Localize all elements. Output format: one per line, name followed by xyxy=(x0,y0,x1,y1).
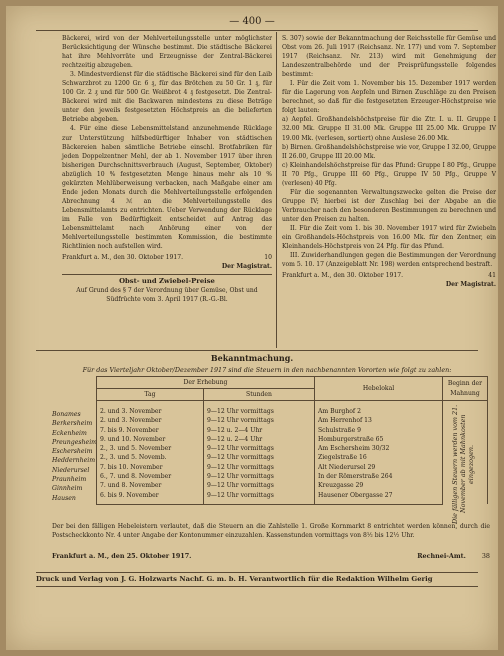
left-signoff-authority: Der Magistrat. xyxy=(221,263,272,271)
town-name: Ginnheim xyxy=(52,485,83,493)
section-subtitle: Auf Grund des § 7 der Verordnung über Gemüse, Obst und Südfrüchte vom 3. April 1917 (R.-G.-Bl. xyxy=(76,287,258,304)
cell-stunden: 9—12 Uhr vormittags xyxy=(204,472,315,481)
left-signoff-authority-row xyxy=(62,262,272,271)
cell-stunden: 9—12 Uhr vormittags xyxy=(204,453,315,462)
cell-tag: 6., 7. und 8. November xyxy=(97,472,204,481)
town-list xyxy=(52,410,97,503)
right-paragraph-6: Für die sogenannten Verwaltungszwecke gelten die Preise der Gruppe IV; hierbei ist der Zuschlag bei der Abgabe an die Verbraucher nach den besonderen Bestimmungen zu berechnen und unter den Preisen zu halten. xyxy=(282,188,496,223)
tax-schedule-table xyxy=(96,376,488,524)
notice-signoff-row xyxy=(52,552,490,560)
notice-bottom-text: Der bei den fälligen Hebeleistern verlautet, daß die Steuern an die Zahlstelle 1. Große Kornmarkt 8 entrichtet werden können, durch die Postscheckkonto Nr. 4 unter Angabe der Kontonummer einzuzahlen. Kassenstunden vormittags von 8½ bis 12½ Uhr. xyxy=(52,523,490,539)
town-name: Preungesheim xyxy=(52,438,98,446)
table-row xyxy=(97,491,488,505)
left-signoff-number: 10 xyxy=(264,254,272,262)
notice-authority: Rechnei-Amt. xyxy=(417,552,466,560)
table-group-header: Der Erhebung xyxy=(97,377,315,389)
cell-hebelokal: Kreuzgasse 29 xyxy=(315,481,443,490)
top-divider xyxy=(36,30,478,31)
cell-hebelokal: Homburgerstraße 65 xyxy=(315,435,443,444)
table-header-mahnung: Beginn der Mahnung xyxy=(443,377,488,401)
right-signoff-number: 41 xyxy=(488,272,496,280)
right-signoff-row xyxy=(282,271,496,280)
town-name: Bonames xyxy=(52,411,81,418)
table-row xyxy=(97,463,488,472)
town-name: Eckenheim xyxy=(52,429,87,437)
cell-tag: 2. und 3. November xyxy=(97,401,204,417)
right-paragraph-7: II. Für die Zeit vom 1. bis 30. November 1917 wird für Zwiebeln ein Großhandels-Höchstpreis von 16.00 Mk. für den Zentner, ein Kleinhandels-Höchstpreis von 24 Pfg. für das Pfund. xyxy=(282,224,496,251)
town-name: Heddernheim xyxy=(52,457,96,465)
right-paragraph-5: c) Kleinhandelshöchstpreise für das Pfund: Gruppe I 80 Pfg., Gruppe II 70 Pfg., Gruppe III 60 Pfg., Gruppe IV 50 Pfg., Gruppe V (verlesen) 40 Pfg. xyxy=(282,161,496,187)
table-header-stunden: Stunden xyxy=(204,389,315,401)
cell-tag: 9. und 10. November xyxy=(97,435,204,444)
table-header-tag: Tag xyxy=(97,389,204,401)
notice-intro: Für das Vierteljahr Oktober/Dezember 1917 sind die Steuern in den nachbenannten Vororten wie folgt zu zahlen: xyxy=(82,366,452,374)
cell-hebelokal: Am Herrenhof 13 xyxy=(315,416,443,425)
town-name: Praunheim xyxy=(52,476,87,484)
cell-tag: 7. bis 9. November xyxy=(97,426,204,435)
cell-hebelokal: Am Eschersheim 30/32 xyxy=(315,444,443,453)
cell-hebelokal: Schulstraße 9 xyxy=(315,426,443,435)
footer-divider xyxy=(36,572,478,573)
notice-divider xyxy=(36,350,478,351)
mahnung-text: Die fälligen Steuern werden vom 21. November ab mit Mahnkosten eingezogen. xyxy=(451,404,475,524)
right-column xyxy=(282,34,496,289)
cell-tag: 7. bis 10. November xyxy=(97,463,204,472)
table-row xyxy=(97,435,488,444)
left-paragraph-2: 3. Mindestverdienst für die städtische Bäckerei sind für den Laib Schwarzbrot zu 1200 Gr. 6 ₰, für das Brötchen zu 50 Gr. 1 ₰, für 100 Gr. 2 ₰ und für 500 Gr. Weißbrot 4 ₰ festgesetzt. Die Zentral-Bäckerei wird mit die Backwaren mindestens zu diese Beträge unter den jeweils festgesetzten Höchstpreis an die belieferten Betriebe abgeben. xyxy=(62,71,272,124)
cell-tag: 2. und 3. November xyxy=(97,416,204,425)
cell-stunden: 9—12 Uhr vormittags xyxy=(204,416,315,425)
cell-stunden: 9—12 u. 2—4 Uhr xyxy=(204,435,315,444)
town-name: Niederursel xyxy=(52,466,90,474)
left-signoff-row xyxy=(62,253,272,262)
cell-stunden: 9—12 Uhr vormittags xyxy=(204,463,315,472)
table-row xyxy=(97,444,488,453)
right-signoff-authority-row xyxy=(282,280,496,289)
notice-number: 38 xyxy=(481,552,490,560)
right-paragraph-3: a) Aepfel. Großhandelshöchstpreise für die Ztr. I. u. II. Gruppe I 32.00 Mk. Gruppe II 31.00 Mk. Gruppe III 25.00 Mk. Gruppe IV 19.00 Mk. (verlesen, sortiert) ohne Auslese 26.00 Mk. xyxy=(282,116,496,142)
left-signoff-date: Frankfurt a. M., den 30. Oktober 1917. xyxy=(62,254,184,262)
cell-stunden: 9—12 Uhr vormittags xyxy=(204,401,315,417)
right-signoff-date: Frankfurt a. M., den 30. Oktober 1917. xyxy=(282,272,404,280)
cell-tag: 2., 3. und 5. Novemb. xyxy=(97,453,204,462)
cell-tag: 6. bis 9. November xyxy=(97,491,204,505)
table-row xyxy=(97,401,488,417)
footer-bottom-divider xyxy=(36,586,478,587)
right-paragraph-1: S. 307) sowie der Bekanntmachung der Reichsstelle für Gemüse und Obst vom 26. Juli 1917 (Reichsanz. Nr. 177) und vom 7. September 1917 (Reichsanz. Nr. 213) wird mit Genehmigung der Landeszentralbehörde und der Preisprüfungsstelle folgendes bestimmt: xyxy=(282,35,496,79)
table-row xyxy=(97,472,488,481)
table-header-hebelokal: Hebelokal xyxy=(315,377,443,401)
table-row xyxy=(97,416,488,425)
right-paragraph-2: I. Für die Zeit vom 1. November bis 15. Dezember 1917 werden für die Lagerung von Aepfeln und Birnen Zuschläge zu den Preisen berechnet, so daß für die festgesetzten Erzeuger-Höchstpreise wie folgt lauten: xyxy=(282,80,496,115)
town-name: Hausen xyxy=(52,494,76,502)
right-paragraph-4: b) Birnen. Großhandelshöchstpreise wie vor, Gruppe I 32.00, Gruppe II 26.00, Gruppe III 20.00 Mk. xyxy=(282,143,496,160)
table-row xyxy=(97,453,488,462)
table-row xyxy=(97,426,488,435)
cell-mahnung xyxy=(443,401,488,524)
cell-hebelokal: Ziegelstraße 16 xyxy=(315,453,443,462)
cell-stunden: 9—12 Uhr vormittags xyxy=(204,481,315,490)
cell-hebelokal: In der Römerstraße 264 xyxy=(315,472,443,481)
cell-stunden: 9—12 u. 2—4 Uhr xyxy=(204,426,315,435)
cell-tag: 2., 3. und 5. November xyxy=(97,444,204,453)
cell-stunden: 9—12 Uhr vormittags xyxy=(204,444,315,453)
town-name: Berkersheim xyxy=(52,420,93,428)
cell-tag: 7. und 8. November xyxy=(97,481,204,490)
cell-stunden: 9—12 Uhr vormittags xyxy=(204,491,315,505)
left-paragraph-1: Bäckerei, wird von der Mehlverteilungsstelle unter möglichster Berücksichtigung der Wünsche bestimmt. Die städtische Bäckerei hat ihre Mehlvorräte und Erzeugnisse der Zentral-Bäckerei rechtzeitig abzugeben. xyxy=(62,35,272,70)
notice-title: Bekanntmachung. xyxy=(210,353,294,363)
left-column xyxy=(62,34,272,304)
left-section-divider xyxy=(62,274,272,275)
newspaper-page xyxy=(6,6,498,650)
imprint-footer: Druck und Verlag von J. G. Holzwarts Nachf. G. m. b. H. Verantwortlich für die Redaktion Wilhelm Gerig xyxy=(36,575,433,583)
page-number: — 400 — xyxy=(229,16,275,27)
left-paragraph-3: 4. Für eine diese Lebensmittelstand anzunehmende Rücklage zur Unterstützung hilfsbedürftiger Inhaber von städtischen Bäckereien haben sämtliche Betriebe einschl. Brotfabriken für jeden Doppelzentner Mehl, der ab 1. November 1917 über ihren bisherigen Durchschnittsverbrauch (August, September, Oktober) abzüglich 10 % festgesetzten Menge hinaus mehr als 10 % gekürzten Mehlüberweisung verbacken, nach Maßgabe einer am Ende jeden Monats durch die Mehlverteilungsstelle erfolgenden Abrechnung 4 ℳ an die Mehlverteilungsstelle des Lebensmittelamts zu entrichten. Ueber Verwendung der Rücklage im Falle von Bedürftigkeit entscheidet auf Antrag das Lebensmittelamt nach Anhörung einer von der Mehlverteilungsstelle bestimmten Kommission, die bestimmte Richtlinien noch aufstellen wird. xyxy=(62,125,272,251)
right-paragraph-8: III. Zuwiderhandlungen gegen die Bestimmungen der Verordnung vom 5. 10. 17 (Anzeigeblatt Nr. 198) werden entsprechend bestraft. xyxy=(282,252,496,269)
cell-hebelokal: Alt Niederursel 29 xyxy=(315,463,443,472)
right-signoff-authority: Der Magistrat. xyxy=(445,281,496,289)
town-name: Eschersheim xyxy=(52,448,93,456)
section-title-prices: Obst- und Zwiebel-Preise xyxy=(119,277,215,286)
notice-place-date: Frankfurt a. M., den 25. Oktober 1917. xyxy=(52,552,192,560)
column-divider xyxy=(276,32,277,348)
cell-hebelokal: Hausener Obergasse 27 xyxy=(315,491,443,505)
cell-hebelokal: Am Burghof 2 xyxy=(315,401,443,417)
table-row xyxy=(97,481,488,490)
